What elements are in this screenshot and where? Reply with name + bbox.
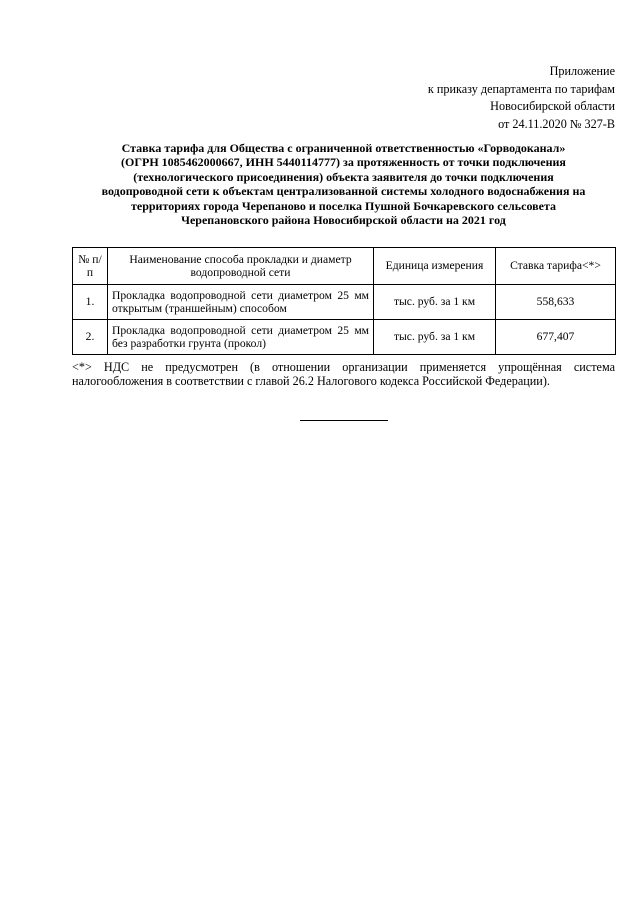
title-line: (ОГРН 1085462000667, ИНН 5440114777) за протяженность от точки подключения	[121, 155, 566, 170]
cell-unit: тыс. руб. за 1 км	[374, 320, 496, 355]
header-unit: Единица измерения	[374, 248, 496, 285]
header-num: № п/п	[73, 248, 108, 285]
appendix-line: Новосибирской области	[490, 99, 615, 114]
appendix-block	[428, 63, 615, 133]
cell-num: 2.	[73, 320, 108, 355]
cell-unit: тыс. руб. за 1 км	[374, 285, 496, 320]
appendix-line: к приказу департамента по тарифам	[427, 81, 615, 96]
cell-num: 1.	[73, 285, 108, 320]
header-name: Наименование способа прокладки и диаметр водопроводной сети	[108, 248, 374, 285]
title-line: Черепановского района Новосибирской области на 2021 год	[181, 213, 506, 228]
table-row	[73, 285, 616, 320]
table-header-row	[73, 248, 616, 285]
table-row	[73, 320, 616, 355]
tariff-table	[72, 247, 616, 355]
footnote: <*> НДС не предусмотрен (в отношении организации применяется упрощённая система налогообложения в соответствии с главой 26.2 Налогового кодекса Российской Федерации).	[72, 360, 615, 389]
cell-name: Прокладка водопроводной сети диаметром 25 мм без разработки грунта (прокол)	[108, 320, 374, 355]
cell-rate: 558,633	[496, 285, 616, 320]
title-line: водопроводной сети к объектам централизованной системы холодного водоснабжения на	[101, 184, 586, 199]
cell-rate: 677,407	[496, 320, 616, 355]
cell-name: Прокладка водопроводной сети диаметром 25 мм открытым (траншейным) способом	[108, 285, 374, 320]
appendix-line: Приложение	[549, 64, 615, 78]
appendix-line: от 24.11.2020 № 327-В	[498, 116, 615, 131]
title-line: территориях города Черепаново и поселка Пушной Бочкаревского сельсовета	[130, 198, 557, 213]
header-rate: Ставка тарифа<*>	[496, 248, 616, 285]
title-line: (технологического присоединения) объекта заявителя до точки подключения	[133, 169, 554, 184]
end-divider	[300, 420, 388, 421]
document-title	[72, 141, 615, 227]
title-line: Ставка тарифа для Общества с ограниченной ответственностью «Горводоканал»	[121, 141, 566, 155]
